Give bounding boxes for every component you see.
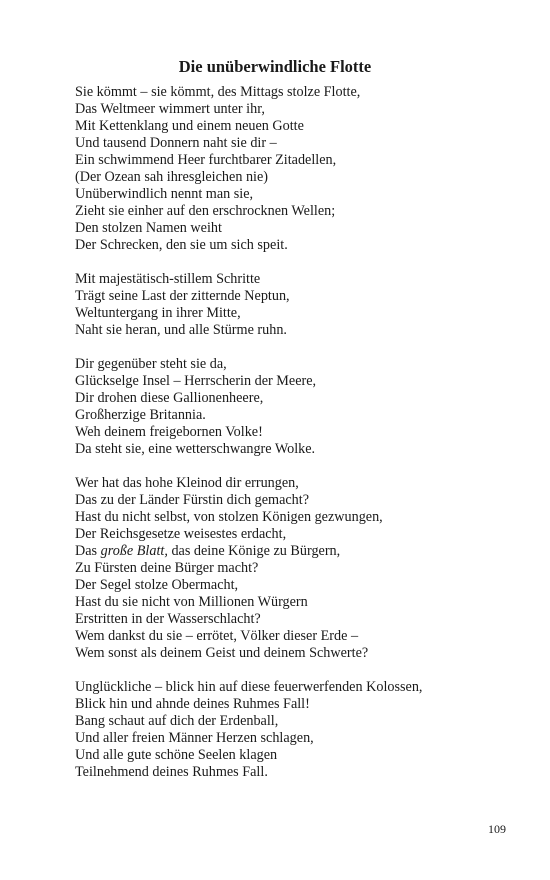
poem-line: Unüberwindlich nennt man sie, [75,186,254,202]
poem-line: Glückselge Insel – Herrscherin der Meere, [75,373,317,389]
stanza [75,679,495,781]
poem-line: Mit majestätisch-stillem Schritte [75,271,261,287]
poem-line: Das große Blatt, das deine Könige zu Bürgern, [75,543,341,559]
poem-line: Hast du sie nicht von Millionen Würgern [75,594,308,610]
poem-line: Wem dankst du sie – errötet, Völker dieser Erde – [75,628,359,644]
poem-line: Dir gegenüber steht sie da, [75,356,227,372]
stanza [75,356,495,458]
page-number: 109 [488,822,506,836]
poem-line: Der Segel stolze Obermacht, [75,577,239,593]
poem-line: Und tausend Donnern naht sie dir – [75,135,277,151]
poem-title: Die unüberwindliche Flotte [178,57,372,76]
poem-line: Hast du nicht selbst, von stolzen Königen gezwungen, [75,509,383,525]
poem-line: Und aller freien Männer Herzen schlagen, [75,730,314,746]
poem-line: Der Schrecken, den sie um sich speit. [75,237,288,253]
poem-line: Sie kömmt – sie kömmt, des Mittags stolze Flotte, [75,84,361,100]
italic-phrase: große Blatt, [100,543,168,559]
poem-line: Weltuntergang in ihrer Mitte, [75,305,241,321]
poem-line: Trägt seine Last der zitternde Neptun, [75,288,290,304]
poem-line: Und alle gute schöne Seelen klagen [75,747,278,763]
poem-line: Das Weltmeer wimmert unter ihr, [75,101,265,117]
poem-line: Den stolzen Namen weiht [75,220,222,236]
stanza [75,84,495,254]
stanza [75,475,495,662]
poem-line: Dir drohen diese Gallionenheere, [75,390,264,406]
poem-line: Bang schaut auf dich der Erdenball, [75,713,279,729]
poem-line: Großherzige Britannia. [75,407,206,423]
poem-line: (Der Ozean sah ihresgleichen nie) [75,169,269,185]
poem-line: Das zu der Länder Fürstin dich gemacht? [75,492,310,508]
poem-line: Unglückliche – blick hin auf diese feuerwerfenden Kolossen, [75,679,423,695]
poem-line: Zu Fürsten deine Bürger macht? [75,560,259,576]
poem-body [75,84,495,781]
poem-line: Wer hat das hohe Kleinod dir errungen, [75,475,299,491]
poem-line: Blick hin und ahnde deines Ruhmes Fall! [75,696,310,712]
poem-line: Erstritten in der Wasserschlacht? [75,611,261,627]
poem-line: Teilnehmend deines Ruhmes Fall. [75,764,268,780]
poem-line: Mit Kettenklang und einem neuen Gotte [75,118,304,134]
poem-line: Naht sie heran, und alle Stürme ruhn. [75,322,287,338]
poem-line: Ein schwimmend Heer furchtbarer Zitadellen, [75,152,337,168]
poem-line: Der Reichsgesetze weisestes erdacht, [75,526,287,542]
poem-line: Weh deinem freigebornen Volke! [75,424,263,440]
poem-line: Zieht sie einher auf den erschrocknen Wellen; [75,203,336,219]
poem-line: Da steht sie, eine wetterschwangre Wolke. [75,441,316,457]
poem-line: Wem sonst als deinem Geist und deinem Schwerte? [75,645,369,661]
stanza [75,271,495,339]
